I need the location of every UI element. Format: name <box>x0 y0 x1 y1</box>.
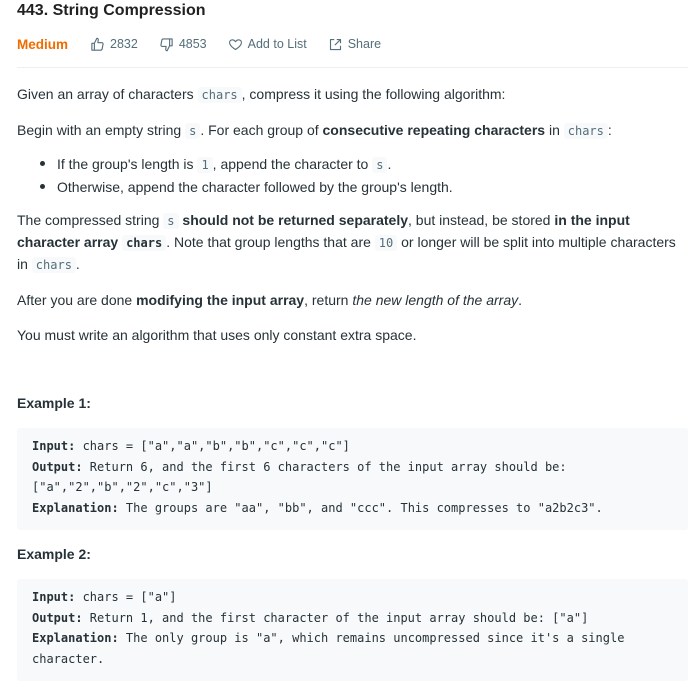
inline-code-s: s <box>372 157 387 173</box>
share-icon <box>328 37 343 52</box>
problem-description <box>17 84 688 360</box>
difficulty-label: Medium <box>17 36 69 52</box>
inline-code-chars: chars <box>32 257 76 273</box>
example-1-block <box>17 428 688 530</box>
add-to-list-label: Add to List <box>247 37 307 51</box>
share-button[interactable] <box>328 37 381 52</box>
inline-code-1: 1 <box>197 157 212 173</box>
inline-code-10: 10 <box>375 235 397 251</box>
example-output-line: Output: Return 1, and the first character of the input array should be: ["a"] <box>32 610 589 625</box>
add-to-list-button[interactable] <box>228 37 307 52</box>
like-count: 2832 <box>110 37 138 51</box>
like-button[interactable] <box>90 37 138 52</box>
heart-icon <box>228 37 243 52</box>
thumbs-down-icon <box>159 37 174 52</box>
description-paragraph-4: After you are done modifying the input array, return the new length of the array. <box>17 292 523 308</box>
example-explanation-continuation: character. <box>32 651 105 666</box>
example-2-title: Example 2: <box>17 546 91 562</box>
description-paragraph-1: Given an array of characters chars , compress it using the following algorithm: <box>17 86 506 102</box>
list-item: Otherwise, append the character followed by the group's length. <box>37 176 688 198</box>
dislike-button[interactable] <box>159 37 207 52</box>
description-paragraph-3: The compressed string s should not be returned separately, but instead, be stored in the input character array chars . Note that group lengths that are 10 or longer will be split into multiple characters in chars . <box>17 212 676 272</box>
inline-code-s: s <box>185 123 200 139</box>
dislike-count: 4853 <box>178 37 207 51</box>
header-divider <box>17 67 688 68</box>
inline-code-chars-bold: chars <box>122 235 166 251</box>
bold-text: modifying the input array <box>136 292 305 308</box>
bold-text: consecutive repeating characters <box>322 122 546 138</box>
inline-code-chars: chars <box>198 87 242 103</box>
bold-text: in the input character array <box>17 212 630 250</box>
example-output-continuation: ["a","2","b","2","c","3"] <box>32 480 213 494</box>
thumbs-up-icon <box>90 37 105 52</box>
example-input-line: Input: chars = ["a"] <box>32 590 177 604</box>
example-output-line: Output: Return 6, and the first 6 characters of the input array should be: <box>32 459 567 474</box>
inline-code-s: s <box>163 213 178 229</box>
list-item: If the group's length is 1 , append the character to s . <box>37 153 688 176</box>
description-paragraph-5: You must write an algorithm that uses only constant extra space. <box>17 327 417 343</box>
example-1-title: Example 1: <box>17 395 91 411</box>
description-paragraph-2: Begin with an empty string s . For each group of consecutive repeating characters in chars : <box>17 122 612 138</box>
rules-list <box>37 153 688 198</box>
example-input-line: Input: chars = ["a","a","b","b","c","c","c"] <box>32 439 350 453</box>
share-label: Share <box>347 37 382 51</box>
bold-text: should not be returned separately <box>182 212 409 228</box>
example-explanation-line: Explanation: The groups are "aa", "bb", and "ccc". This compresses to "a2b2c3". <box>32 500 603 515</box>
inline-code-chars: chars <box>564 123 608 139</box>
italic-text: the new length of the array <box>352 292 519 308</box>
problem-title: 443. String Compression <box>17 2 206 19</box>
example-2-block <box>17 579 688 681</box>
problem-meta-bar <box>17 35 402 53</box>
example-explanation-line: Explanation: The only group is "a", which remains uncompressed since it's a single <box>32 631 625 645</box>
